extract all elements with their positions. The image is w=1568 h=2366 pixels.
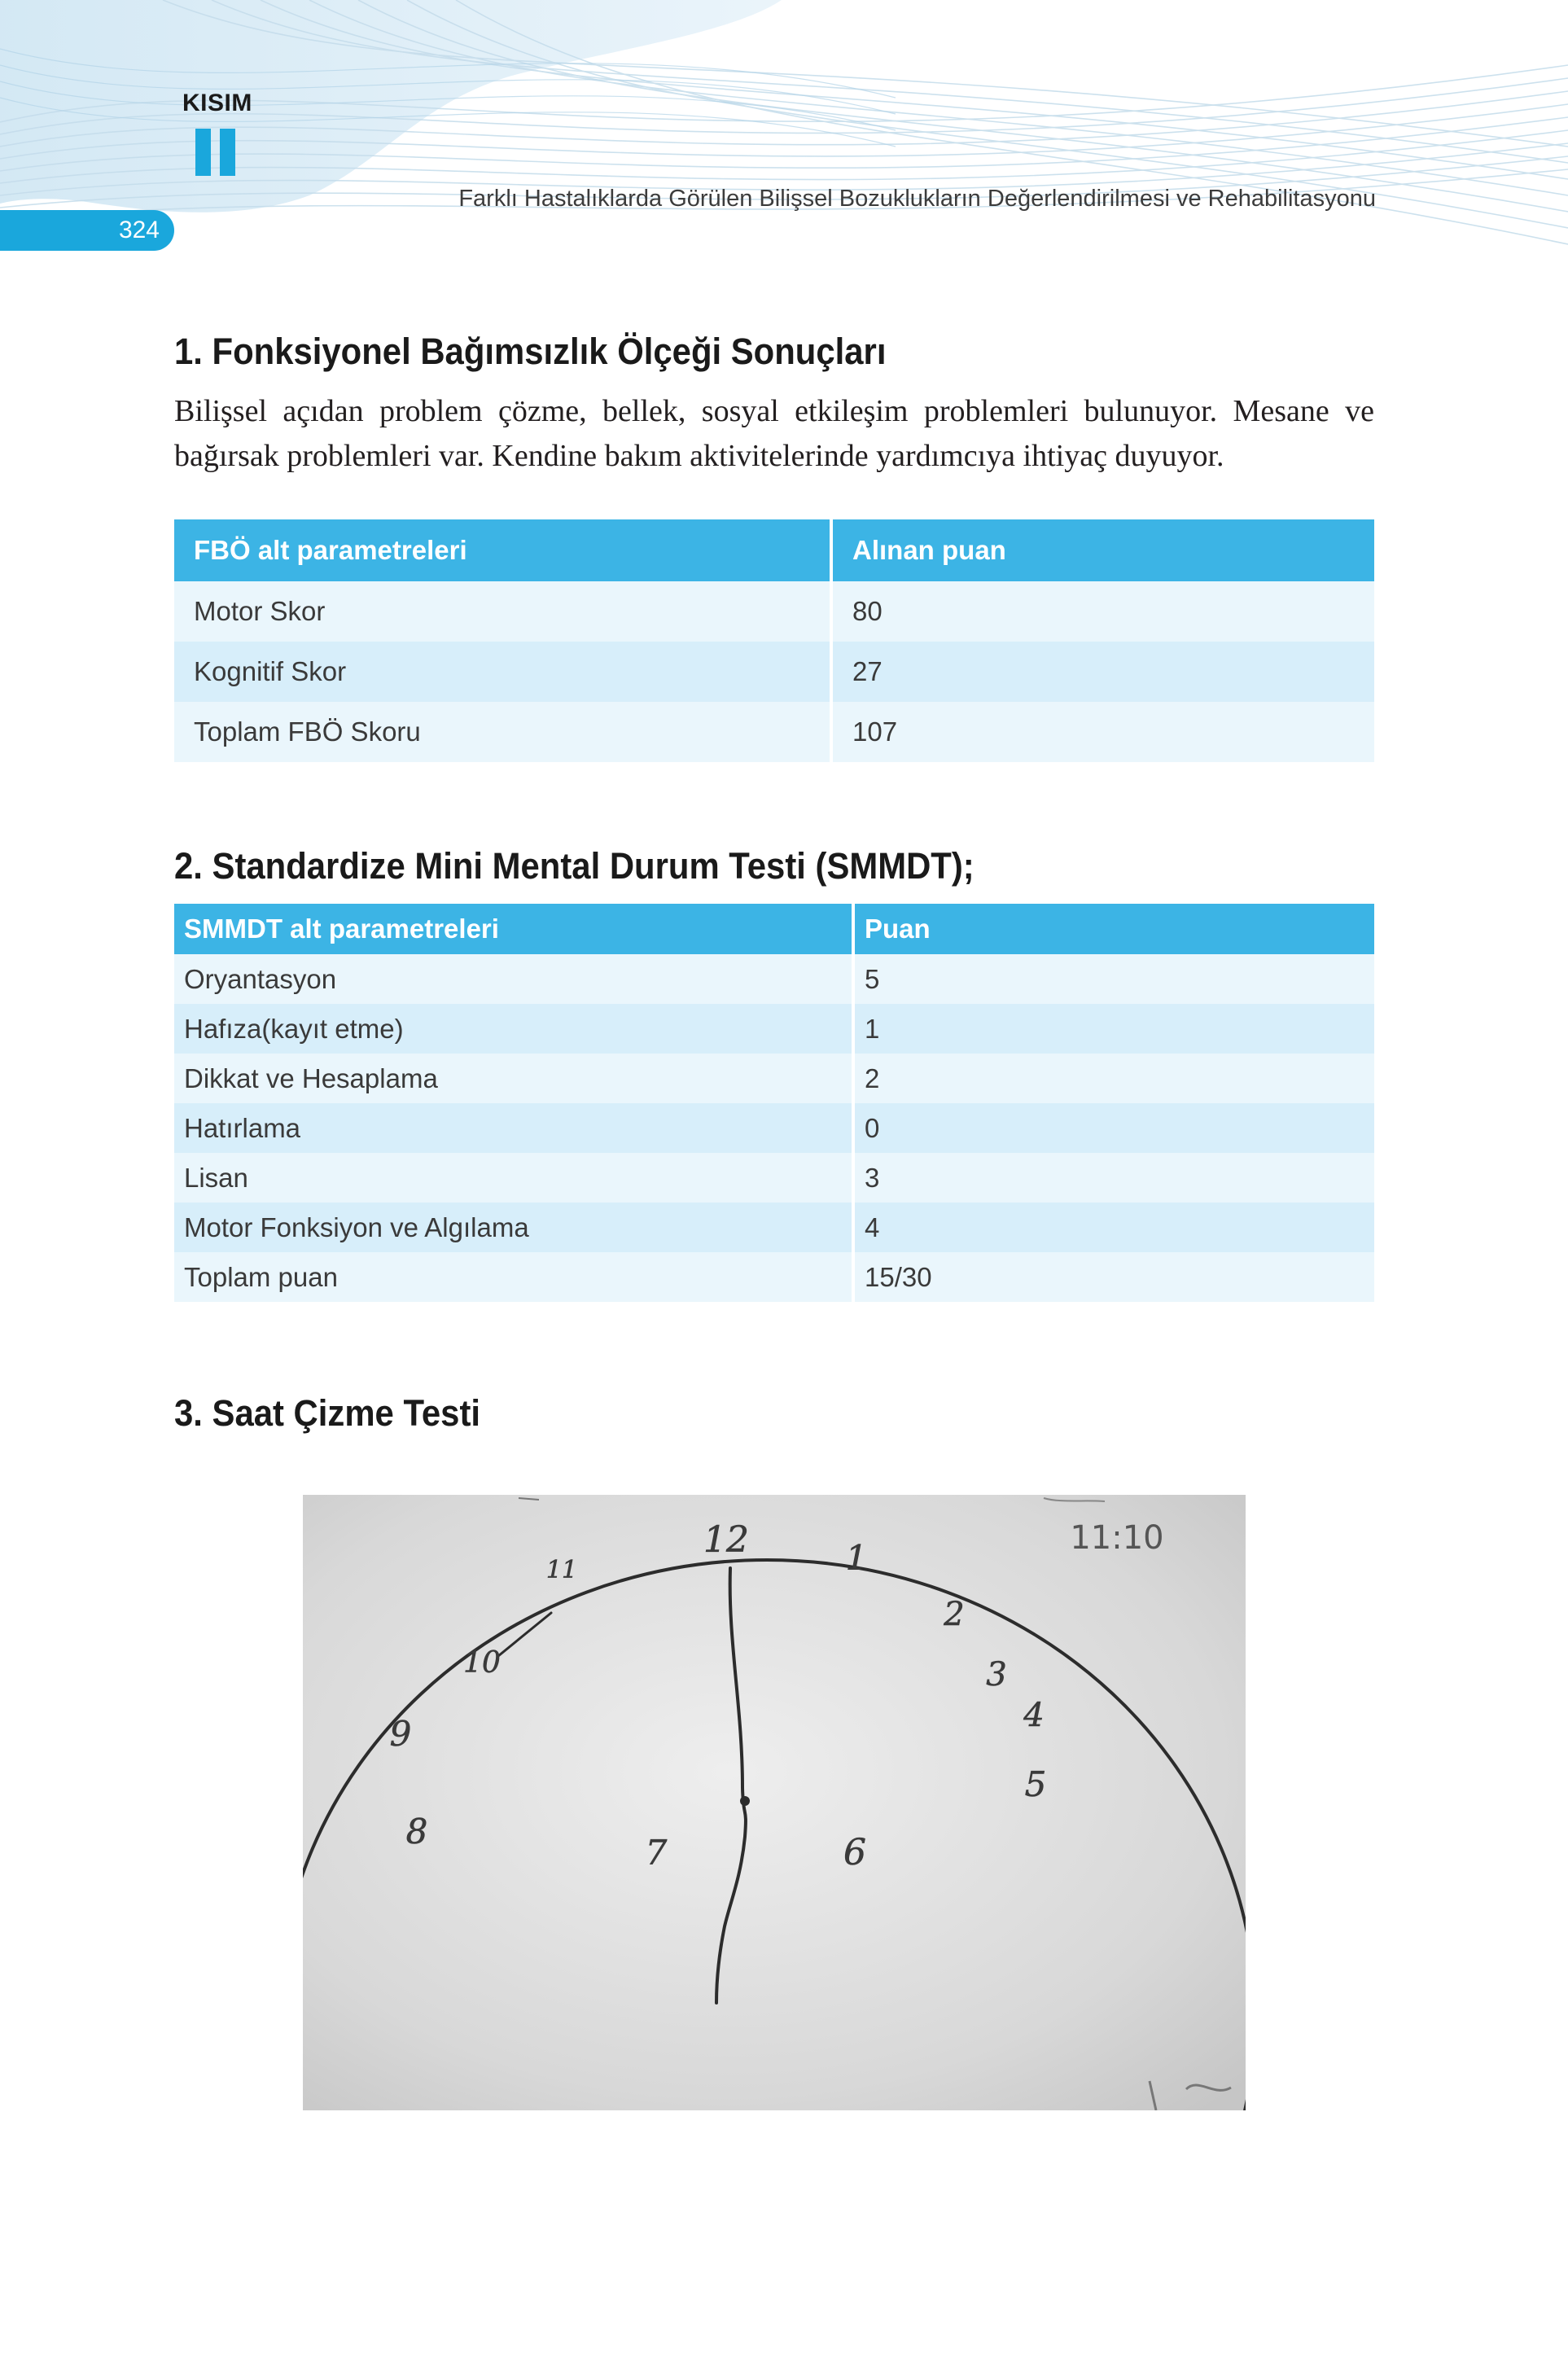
table-row xyxy=(174,1004,1374,1054)
table-row xyxy=(174,1153,1374,1203)
table-cell: 1 xyxy=(855,1004,1374,1054)
table-cell: Kognitif Skor xyxy=(174,642,833,702)
clock-number-11: 11 xyxy=(545,1556,578,1584)
section-heading-smmdt: 2. Standardize Mini Mental Durum Testi (SMMDT); xyxy=(174,845,975,887)
clock-number-12: 12 xyxy=(703,1519,749,1561)
table-cell: Oryantasyon xyxy=(174,954,855,1004)
table-cell: 27 xyxy=(833,642,1374,702)
fbo-description-paragraph: Bilişsel açıdan problem çözme, bellek, sosyal etkileşim problemleri bulunuyor. Mesane ve bağırsak problemleri var. Kendine bakım aktivitelerinde yardımcıya ihtiyaç duyuyor. xyxy=(174,394,1374,473)
table-cell: 5 xyxy=(855,954,1374,1004)
clock-number-5: 5 xyxy=(1024,1764,1047,1804)
clock-number-7: 7 xyxy=(645,1833,668,1873)
clock-drawing-photo xyxy=(303,1495,1246,2110)
column-header: SMMDT alt parametreleri xyxy=(174,904,855,954)
table-cell: 80 xyxy=(833,581,1374,642)
table-cell: 15/30 xyxy=(855,1252,1374,1302)
smmdt-results-table xyxy=(174,904,1374,1302)
table-header-row xyxy=(174,904,1374,954)
table-row xyxy=(174,1252,1374,1302)
table-cell: 2 xyxy=(855,1054,1374,1103)
page-number: 324 xyxy=(0,210,174,251)
clock-number-10: 10 xyxy=(463,1646,501,1680)
clock-number-4: 4 xyxy=(1023,1697,1045,1734)
clock-number-6: 6 xyxy=(843,1832,866,1873)
table-header-row xyxy=(174,519,1374,581)
column-header: FBÖ alt parametreleri xyxy=(174,519,833,581)
table-cell: Hafıza(kayıt etme) xyxy=(174,1004,855,1054)
running-title: Farklı Hastalıklarda Görülen Bilişsel Bozuklukların Değerlendirilmesi ve Rehabilitasyonu xyxy=(458,186,1376,212)
table-cell: Dikkat ve Hesaplama xyxy=(174,1054,855,1103)
table-cell: 0 xyxy=(855,1103,1374,1153)
table-cell: Motor Fonksiyon ve Algılama xyxy=(174,1203,855,1252)
clock-number-8: 8 xyxy=(405,1812,428,1851)
table-cell: 107 xyxy=(833,702,1374,762)
table-row xyxy=(174,642,1374,702)
table-cell: Motor Skor xyxy=(174,581,833,642)
table-row xyxy=(174,702,1374,762)
clock-number-9: 9 xyxy=(389,1714,412,1754)
clock-number-3: 3 xyxy=(986,1656,1007,1693)
column-header: Puan xyxy=(855,904,1374,954)
table-cell: Toplam puan xyxy=(174,1252,855,1302)
table-row xyxy=(174,581,1374,642)
clock-number-1: 1 xyxy=(845,1538,868,1578)
table-cell: Toplam FBÖ Skoru xyxy=(174,702,833,762)
table-cell: 3 xyxy=(855,1153,1374,1203)
table-row xyxy=(174,1103,1374,1153)
header-wave-decoration xyxy=(0,0,1568,252)
part-label: KISIM xyxy=(182,90,252,116)
handwritten-time: 11:10 xyxy=(1070,1519,1164,1557)
table-cell: Lisan xyxy=(174,1153,855,1203)
clock-number-2: 2 xyxy=(944,1596,965,1633)
part-numeral xyxy=(195,129,235,176)
table-row xyxy=(174,1054,1374,1103)
section-heading-fbo: 1. Fonksiyonel Bağımsızlık Ölçeği Sonuçları xyxy=(174,331,887,372)
fbo-results-table xyxy=(174,519,1374,762)
table-row xyxy=(174,1203,1374,1252)
section-heading-clock-test: 3. Saat Çizme Testi xyxy=(174,1392,481,1434)
table-cell: 4 xyxy=(855,1203,1374,1252)
table-row xyxy=(174,954,1374,1004)
column-header: Alınan puan xyxy=(833,519,1374,581)
table-cell: Hatırlama xyxy=(174,1103,855,1153)
